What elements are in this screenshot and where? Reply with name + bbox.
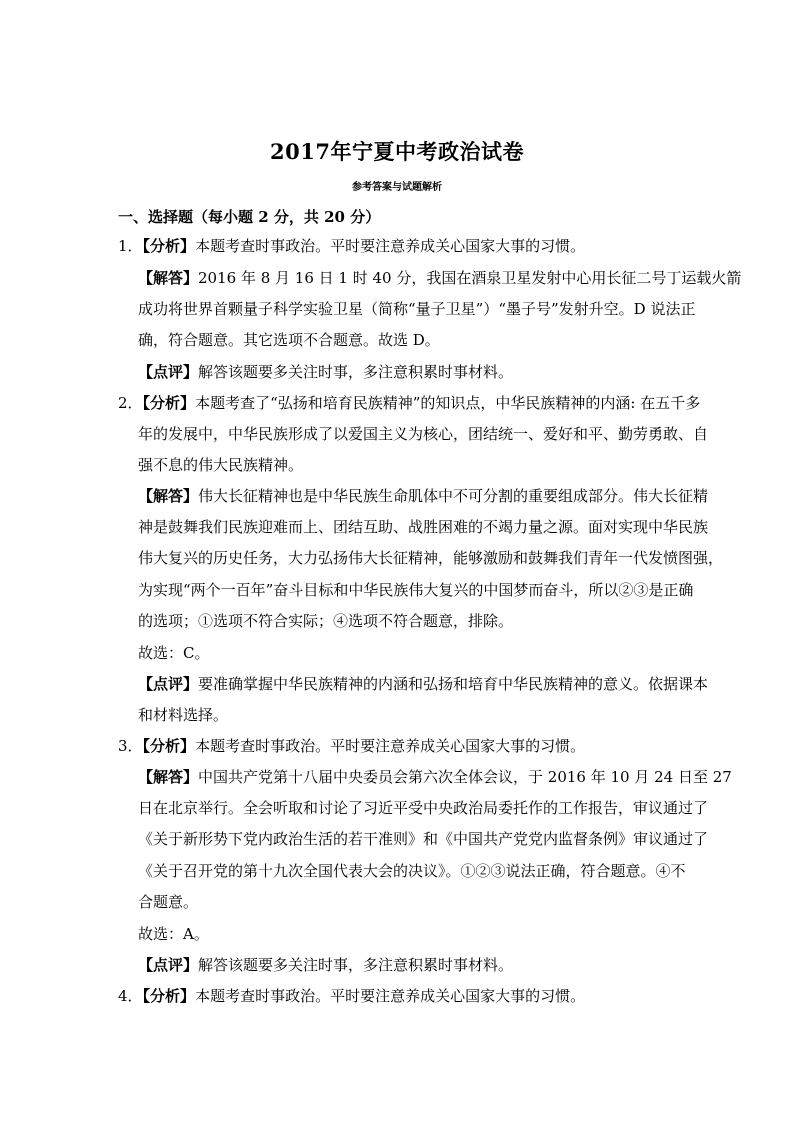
q2-comment-text: 要准确掌握中华民族精神的内涵和弘扬和培育中华民族精神的意义。依据课本 [198,675,709,693]
q2-answer-line: 为实现“两个一百年”奋斗目标和中华民族伟大复兴的中国梦而奋斗，所以②③是正确 [138,581,694,599]
q1-comment-tag: 【点评】 [138,363,199,381]
q3-analysis-text: 本题考查时事政治。平时要注意养成关心国家大事的习惯。 [195,737,586,755]
q2-analysis-line: 强不息的伟大民族精神。 [138,456,304,474]
q3-comment-tag: 【点评】 [138,956,199,974]
q3-answer-tag: 【解答】 [138,768,199,786]
q2-number: 2． [118,394,143,412]
q1-answer-line: 确，符合题意。其它选项不合题意。故选 D。 [138,331,440,349]
q4-number: 4． [118,987,143,1005]
q2-answer-text: 伟大长征精神也是中华民族生命肌体中不可分割的重要组成部分。伟大长征精 [198,487,709,505]
q1-answer-line: 成功将世界首颗量子科学实验卫星（简称“量子卫星”）“墨子号”发射升空。D 说法正 [138,300,696,318]
q1-comment-text: 解答该题要多关注时事，多注意积累时事材料。 [198,363,514,381]
q2-analysis [118,393,700,413]
q2-comment [138,674,708,694]
q3-answer-line: 合题意。 [138,893,199,911]
q2-answer-tag: 【解答】 [138,487,199,505]
q2-choice: 故选：C。 [138,644,210,662]
q1-answer-text: 2016 年 8 月 16 日 1 时 40 分，我国在酒泉卫星发射中心用长征二号丁运载火箭 [198,269,742,287]
q3-choice: 故选：A。 [138,925,209,943]
q2-comment-tag: 【点评】 [138,675,199,693]
q4-analysis-text: 本题考查时事政治。平时要注意养成关心国家大事的习惯。 [195,987,586,1005]
q3-comment [138,955,513,975]
q4-analysis [118,986,585,1006]
q3-comment-text: 解答该题要多关注时事，多注意积累时事材料。 [198,956,514,974]
q2-answer-line: 的选项；①选项不符合实际；④选项不符合题意，排除。 [138,612,514,630]
q2-answer-line: 神是鼓舞我们民族迎难而上、团结互助、战胜困难的不竭力量之源。面对实现中华民族 [138,518,709,536]
q2-answer-line [138,486,708,506]
q1-answer-line [138,268,741,288]
section-heading: 一、选择题（每小题 2 分，共 20 分） [118,208,381,226]
q2-analysis-line: 年的发展中，中华民族形成了以爱国主义为核心，团结统一、爱好和平、勤劳勇敢、自 [138,425,709,443]
q3-number: 3． [118,737,143,755]
q3-answer-text: 中国共产党第十八届中央委员会第六次全体会议，于 2016 年 10 月 24 日至 27 [198,768,732,786]
page-title: 2017年宁夏中考政治试卷 [270,139,524,164]
page-subtitle: 参考答案与试题解析 [352,182,442,193]
q3-answer-line: 《关于新形势下党内政治生活的若干准则》和《中国共产党党内监督条例》审议通过了 [138,830,709,848]
q1-analysis [118,236,585,256]
q1-comment [138,362,513,382]
q3-answer-line: 日在北京举行。全会听取和讨论了习近平受中央政治局委托作的工作报告，审议通过了 [138,799,709,817]
q3-analysis [118,736,585,756]
q3-answer-line [138,767,732,787]
q1-analysis-text: 本题考查时事政治。平时要注意养成关心国家大事的习惯。 [195,237,586,255]
q3-analysis-tag: 【分析】 [142,737,196,755]
q4-analysis-tag: 【分析】 [142,987,196,1005]
q2-answer-line: 伟大复兴的历史任务，大力弘扬伟大长征精神，能够激励和鼓舞我们青年一代发愤图强， [138,549,724,567]
q1-answer-tag: 【解答】 [138,269,199,287]
q2-analysis-tag: 【分析】 [142,394,196,412]
q1-analysis-tag: 【分析】 [142,237,196,255]
q1-number: 1． [118,237,143,255]
q2-analysis-text: 本题考查了“弘扬和培育民族精神”的知识点，中华民族精神的内涵: 在五千多 [195,394,701,412]
q3-answer-line: 《关于召开党的第十九次全国代表大会的决议》。①②③说法正确，符合题意。④不 [138,862,686,880]
q2-comment-line: 和材料选择。 [138,706,229,724]
